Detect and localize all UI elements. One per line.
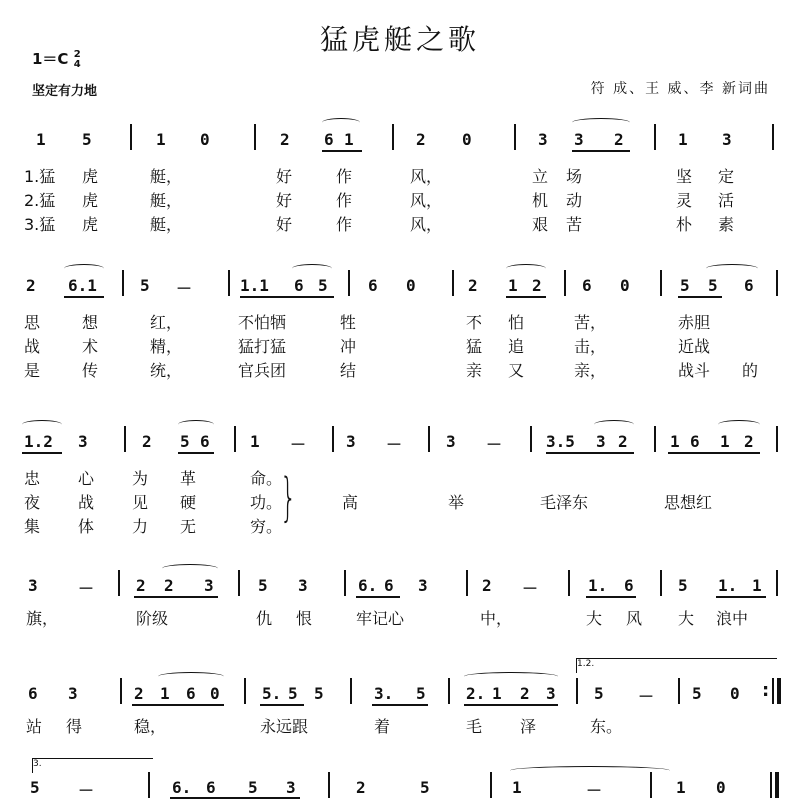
lyric: 艇，: [150, 215, 183, 234]
slur: [506, 264, 546, 273]
note: －: [78, 781, 95, 800]
lyric: 旗，: [26, 609, 59, 628]
note: 3.5: [546, 432, 575, 451]
note: 0: [462, 130, 472, 149]
barline: [234, 426, 236, 452]
lyric: 又: [508, 361, 525, 380]
lyric: 朴: [676, 215, 693, 234]
barline: [344, 570, 346, 596]
lyric: 想: [82, 313, 99, 332]
lyric: 恨: [296, 609, 313, 628]
barline: [530, 426, 532, 452]
barline: [348, 270, 350, 296]
note: 0: [406, 276, 416, 295]
time-top: 2: [73, 48, 81, 60]
note: 0: [620, 276, 630, 295]
note: 5: [678, 576, 688, 595]
note: 1: [344, 130, 354, 149]
beam: [464, 704, 558, 706]
note: 1.: [718, 576, 738, 595]
slur: [718, 420, 760, 429]
barline: [772, 678, 774, 704]
note: 3: [78, 432, 88, 451]
note: 2: [142, 432, 152, 451]
barline: [776, 270, 778, 296]
note: 0: [730, 684, 740, 703]
beam: [506, 296, 546, 298]
lyric: 猛: [466, 337, 483, 356]
note: 1: [36, 130, 46, 149]
volta-bracket: [32, 758, 153, 773]
beam: [546, 452, 634, 454]
note: －: [638, 687, 655, 706]
note: 3: [204, 576, 214, 595]
lyric: 素: [718, 215, 735, 234]
note: 2: [482, 576, 492, 595]
lyric: 风，: [410, 191, 443, 210]
lyric: 虎: [82, 167, 99, 186]
note: －: [486, 435, 503, 454]
lyric: 好: [276, 167, 293, 186]
note: －: [176, 279, 193, 298]
lyric: 为: [132, 469, 149, 488]
note: 2: [744, 432, 754, 451]
beam: [178, 452, 214, 454]
barline: [130, 124, 132, 150]
lyric: 心: [78, 469, 95, 488]
lyric: 夜: [24, 493, 41, 512]
note: 5: [594, 684, 604, 703]
note: 2: [136, 576, 146, 595]
slur: [292, 264, 332, 273]
time-signature: [74, 50, 81, 70]
note: 0: [200, 130, 210, 149]
note: 3: [68, 684, 78, 703]
barline: [576, 678, 578, 704]
volta-bracket: [576, 658, 777, 673]
note: 6: [200, 432, 210, 451]
volta-label: 1.2.: [577, 659, 595, 669]
lyric: 猛打猛: [238, 337, 287, 356]
lyric: 毛: [466, 717, 483, 736]
note: 5: [314, 684, 324, 703]
lyric: 东。: [590, 717, 623, 736]
beam: [134, 596, 218, 598]
note: 0: [210, 684, 220, 703]
lyric: 大: [586, 609, 603, 628]
note: 5: [258, 576, 268, 595]
note: 1.: [588, 576, 608, 595]
lyric: 动: [566, 191, 583, 210]
lyric: 风，: [410, 167, 443, 186]
lyric: 场: [566, 167, 583, 186]
barline: [466, 570, 468, 596]
barline: [654, 426, 656, 452]
note: 5: [140, 276, 150, 295]
lyric: 苦: [566, 215, 583, 234]
lyric: 好: [276, 215, 293, 234]
barline: [332, 426, 334, 452]
note: 2: [416, 130, 426, 149]
note: 6: [582, 276, 592, 295]
slur: [572, 118, 630, 127]
barline: [428, 426, 430, 452]
lyric: 力: [132, 517, 149, 536]
note: 2: [280, 130, 290, 149]
note: 1: [156, 130, 166, 149]
lyric: 浪中: [716, 609, 749, 628]
barline: [122, 270, 124, 296]
brace-icon: }: [280, 468, 297, 528]
barline: [490, 772, 492, 798]
lyric: 稳，: [134, 717, 167, 736]
barline: [124, 426, 126, 452]
note: 6: [690, 432, 700, 451]
barline: [350, 678, 352, 704]
lyric: 集: [24, 517, 41, 536]
lyric: 灵: [676, 191, 693, 210]
lyric: 着: [374, 717, 391, 736]
note: 3: [298, 576, 308, 595]
note: 1: [752, 576, 762, 595]
barline: [118, 570, 120, 596]
barline: [392, 124, 394, 150]
lyric: 硬: [180, 493, 197, 512]
barline: [776, 570, 778, 596]
lyric: 艇，: [150, 167, 183, 186]
note: 6: [186, 684, 196, 703]
slur: [22, 420, 62, 429]
beam: [64, 296, 104, 298]
lyric: 怕: [508, 313, 525, 332]
note: 6: [384, 576, 394, 595]
slur: [322, 118, 360, 127]
note: 3: [418, 576, 428, 595]
lyric: 传: [82, 361, 99, 380]
note: 2: [532, 276, 542, 295]
lyric: 忠: [24, 469, 41, 488]
note: 2: [468, 276, 478, 295]
note: 3.: [374, 684, 394, 703]
key-signature: [32, 48, 81, 70]
lyric: 阶级: [136, 609, 169, 628]
volta-label: 3.: [33, 759, 42, 769]
lyric: 亲，: [574, 361, 607, 380]
note: 6: [324, 130, 334, 149]
slur: [162, 564, 218, 573]
lyric: 战: [24, 337, 41, 356]
lyric: 立: [532, 167, 549, 186]
lyric: 见: [132, 493, 149, 512]
barline: [678, 678, 680, 704]
slur: [706, 264, 758, 273]
note: 6.: [358, 576, 378, 595]
note: 6: [28, 684, 38, 703]
tempo-marking: 坚定有力地: [32, 84, 98, 99]
barline: [660, 570, 662, 596]
lyric: 作: [336, 215, 353, 234]
note: 5.: [262, 684, 282, 703]
song-title: 猛虎艇之歌: [319, 23, 480, 56]
lyric: 定: [718, 167, 735, 186]
note: 2: [356, 778, 366, 797]
barline: [120, 678, 122, 704]
note: 1: [250, 432, 260, 451]
lyric: 近战: [678, 337, 711, 356]
barline: [228, 270, 230, 296]
beam: [240, 296, 334, 298]
beam: [132, 704, 224, 706]
lyric: 1.猛: [24, 167, 56, 186]
slur: [178, 420, 214, 429]
lyric: 不怕牺: [238, 313, 287, 332]
barline: [650, 772, 652, 798]
barline: [238, 570, 240, 596]
note: 3: [596, 432, 606, 451]
note: 6: [744, 276, 754, 295]
barline: [660, 270, 662, 296]
lyric: 风: [626, 609, 643, 628]
lyric: 永远跟: [260, 717, 309, 736]
note: 1: [492, 684, 502, 703]
note: －: [386, 435, 403, 454]
note: 2.: [466, 684, 486, 703]
note: 2: [520, 684, 530, 703]
lyric: 艰: [532, 215, 549, 234]
note: 5: [708, 276, 718, 295]
lyric: 穷。: [250, 517, 283, 536]
lyric: 泽: [520, 717, 537, 736]
lyric: 精，: [150, 337, 183, 356]
credits: 符 成、王 威、李 新词曲: [590, 81, 770, 97]
lyric: 不: [466, 313, 483, 332]
lyric: 思想红: [664, 493, 713, 512]
note: 5: [318, 276, 328, 295]
barline: [452, 270, 454, 296]
lyric: 虎: [82, 191, 99, 210]
barline: [244, 678, 246, 704]
lyric: 中，: [480, 609, 513, 628]
beam: [586, 596, 636, 598]
slur: [158, 672, 224, 681]
note: 1: [160, 684, 170, 703]
lyric: 风，: [410, 215, 443, 234]
note: 2: [26, 276, 36, 295]
lyric: 毛泽东: [540, 493, 589, 512]
beam: [716, 596, 766, 598]
lyric: 3.猛: [24, 215, 56, 234]
lyric: 击，: [574, 337, 607, 356]
note: 3: [574, 130, 584, 149]
beam: [260, 704, 304, 706]
note: 6: [368, 276, 378, 295]
note: 5: [248, 778, 258, 797]
lyric: 官兵团: [238, 361, 287, 380]
lyric: 结: [340, 361, 357, 380]
lyric: 坚: [676, 167, 693, 186]
lyric: 赤胆: [678, 313, 711, 332]
note: 1: [676, 778, 686, 797]
lyric: 红，: [150, 313, 183, 332]
note: 5: [82, 130, 92, 149]
lyric: 得: [66, 717, 83, 736]
barline: [568, 570, 570, 596]
note: 2: [618, 432, 628, 451]
note: 0: [716, 778, 726, 797]
note: 3: [546, 684, 556, 703]
beam: [22, 452, 62, 454]
lyric: 仇: [256, 609, 273, 628]
key-label: 1＝C: [32, 50, 69, 68]
lyric: 亲: [466, 361, 483, 380]
repeat-end-barline: [777, 678, 781, 704]
barline: [654, 124, 656, 150]
note: 1: [670, 432, 680, 451]
lyric: 思: [24, 313, 41, 332]
note: 6.: [172, 778, 192, 797]
note: 1: [508, 276, 518, 295]
beam: [322, 150, 362, 152]
lyric: 功。: [250, 493, 283, 512]
note: 6.1: [68, 276, 97, 295]
lyric: 冲: [340, 337, 357, 356]
note: 1: [678, 130, 688, 149]
note: －: [78, 579, 95, 598]
barline: [564, 270, 566, 296]
note: 2: [164, 576, 174, 595]
note: 1.2: [24, 432, 53, 451]
beam: [356, 596, 400, 598]
repeat-dots-icon: :: [762, 680, 770, 701]
note: 2: [614, 130, 624, 149]
lyric: 作: [336, 191, 353, 210]
lyric: 革: [180, 469, 197, 488]
lyric: 艇，: [150, 191, 183, 210]
lyric: 体: [78, 517, 95, 536]
note: 2: [134, 684, 144, 703]
lyric: 无: [180, 517, 197, 536]
barline: [514, 124, 516, 150]
note: 3: [286, 778, 296, 797]
note: 5: [680, 276, 690, 295]
lyric: 牢记心: [356, 609, 405, 628]
note: －: [290, 435, 307, 454]
lyric: 2.猛: [24, 191, 56, 210]
barline: [328, 772, 330, 798]
barline: [254, 124, 256, 150]
lyric: 战: [78, 493, 95, 512]
lyric: 好: [276, 191, 293, 210]
lyric: 战斗: [678, 361, 711, 380]
time-bottom: 4: [73, 58, 81, 70]
note: 3: [346, 432, 356, 451]
lyric: 是: [24, 361, 41, 380]
note: 1: [720, 432, 730, 451]
note: 5: [420, 778, 430, 797]
note: 6: [206, 778, 216, 797]
beam: [572, 150, 630, 152]
lyric: 作: [336, 167, 353, 186]
barline: [448, 678, 450, 704]
final-barline: [775, 772, 779, 798]
note: 5: [416, 684, 426, 703]
note: 5: [180, 432, 190, 451]
lyric: 统，: [150, 361, 183, 380]
note: 6: [624, 576, 634, 595]
lyric: 的: [742, 361, 759, 380]
note: －: [586, 781, 603, 800]
lyric: 高: [342, 493, 359, 512]
beam: [372, 704, 428, 706]
lyric: 举: [448, 493, 465, 512]
note: 3: [538, 130, 548, 149]
note: －: [522, 579, 539, 598]
barline: [772, 124, 774, 150]
beam: [678, 296, 722, 298]
slur: [594, 420, 634, 429]
note: 5: [288, 684, 298, 703]
lyric: 牲: [340, 313, 357, 332]
note: 5: [30, 778, 40, 797]
note: 3: [28, 576, 38, 595]
slur: [510, 766, 670, 775]
slur: [64, 264, 104, 273]
lyric: 命。: [250, 469, 283, 488]
lyric: 站: [26, 717, 43, 736]
lyric: 大: [678, 609, 695, 628]
lyric: 活: [718, 191, 735, 210]
barline: [148, 772, 150, 798]
note: 1: [512, 778, 522, 797]
lyric: 虎: [82, 215, 99, 234]
barline: [770, 772, 772, 798]
note: 5: [692, 684, 702, 703]
barline: [776, 426, 778, 452]
slur: [464, 672, 558, 681]
lyric: 追: [508, 337, 525, 356]
beam: [668, 452, 760, 454]
note: 3: [446, 432, 456, 451]
lyric: 苦，: [574, 313, 607, 332]
note: 3: [722, 130, 732, 149]
note: 1.1: [240, 276, 269, 295]
note: 6: [294, 276, 304, 295]
lyric: 术: [82, 337, 99, 356]
lyric: 机: [532, 191, 549, 210]
